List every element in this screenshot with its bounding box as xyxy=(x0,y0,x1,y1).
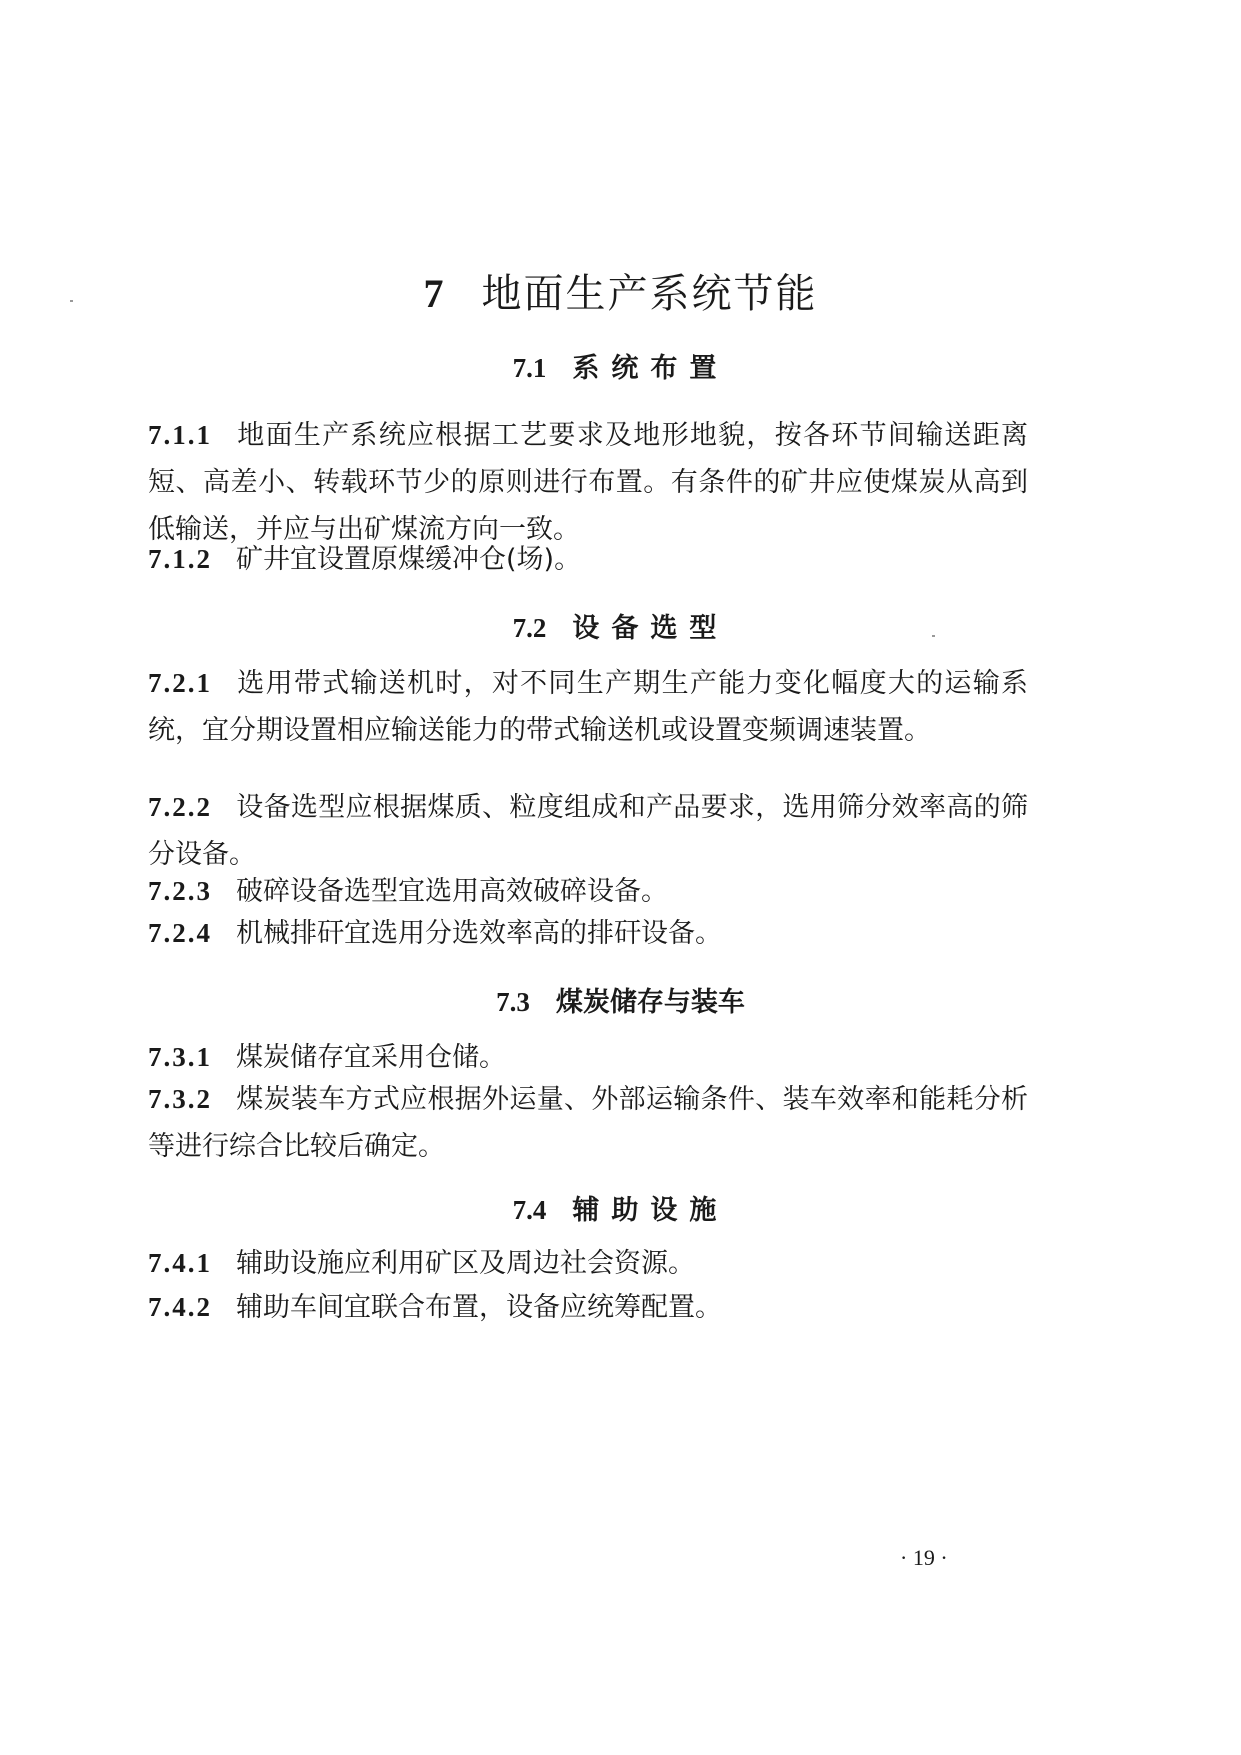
clause-7-4-2 xyxy=(148,1284,1028,1331)
section-title-text: 煤炭储存与装车 xyxy=(555,987,745,1018)
chapter-title-text: 地面生产系统节能 xyxy=(481,271,818,317)
section-heading-7-3 xyxy=(0,980,1241,1019)
clause-7-3-2 xyxy=(148,1076,1028,1170)
clause-text: 矿井宜设置原煤缓冲仓(场)。 xyxy=(236,544,582,575)
section-heading-7-2 xyxy=(0,606,1241,645)
page-number: · 19 · xyxy=(900,1545,948,1570)
clause-7-1-1 xyxy=(148,412,1028,553)
clause-text: 设备选型应根据煤质、粒度组成和产品要求，选用筛分效率高的筛分设备。 xyxy=(148,792,1028,870)
clause-number: 7.2.2 xyxy=(148,792,212,822)
clause-7-2-4 xyxy=(148,910,1028,957)
section-title-text: 系统布置 xyxy=(572,353,729,384)
scan-artifact xyxy=(70,300,73,302)
clause-text: 选用带式输送机时，对不同生产期生产能力变化幅度大的运输系统，宜分期设置相应输送能力的带式输送机或设置变频调速装置。 xyxy=(148,668,1028,746)
section-title-text: 辅助设施 xyxy=(572,1195,729,1226)
section-number: 7.3 xyxy=(496,987,530,1017)
clause-number: 7.4.2 xyxy=(148,1292,212,1322)
clause-text: 煤炭储存宜采用仓储。 xyxy=(236,1042,506,1073)
clause-7-2-2 xyxy=(148,784,1028,878)
clause-text: 辅助设施应利用矿区及周边社会资源。 xyxy=(236,1248,695,1279)
chapter-number: 7 xyxy=(423,271,446,316)
clause-number: 7.4.1 xyxy=(148,1248,212,1278)
clause-text: 辅助车间宜联合布置，设备应统筹配置。 xyxy=(236,1292,722,1323)
clause-7-1-2 xyxy=(148,536,1028,583)
section-heading-7-1 xyxy=(0,346,1241,385)
clause-number: 7.1.2 xyxy=(148,544,212,574)
scan-artifact xyxy=(932,635,935,637)
section-number: 7.4 xyxy=(512,1195,547,1225)
clause-number: 7.1.1 xyxy=(148,420,212,450)
clause-number: 7.2.3 xyxy=(148,876,212,906)
clause-7-3-1 xyxy=(148,1034,1028,1081)
section-title-text: 设备选型 xyxy=(572,613,729,644)
clause-number: 7.2.1 xyxy=(148,668,212,698)
section-heading-7-4 xyxy=(0,1188,1241,1227)
clause-7-2-1 xyxy=(148,660,1028,754)
clause-7-2-3 xyxy=(148,868,1028,915)
clause-text: 煤炭装车方式应根据外运量、外部运输条件、装车效率和能耗分析等进行综合比较后确定。 xyxy=(148,1084,1028,1162)
section-number: 7.2 xyxy=(512,613,547,643)
section-number: 7.1 xyxy=(512,353,547,383)
clause-number: 7.3.1 xyxy=(148,1042,212,1072)
chapter-title xyxy=(0,262,1241,319)
clause-text: 破碎设备选型宜选用高效破碎设备。 xyxy=(236,876,668,907)
clause-number: 7.2.4 xyxy=(148,918,212,948)
clause-text: 机械排矸宜选用分选效率高的排矸设备。 xyxy=(236,918,722,949)
clause-text: 地面生产系统应根据工艺要求及地形地貌，按各环节间输送距离短、高差小、转载环节少的原则进行布置。有条件的矿井应使煤炭从高到低输送，并应与出矿煤流方向一致。 xyxy=(148,420,1028,545)
clause-number: 7.3.2 xyxy=(148,1084,212,1114)
clause-7-4-1 xyxy=(148,1240,1028,1287)
